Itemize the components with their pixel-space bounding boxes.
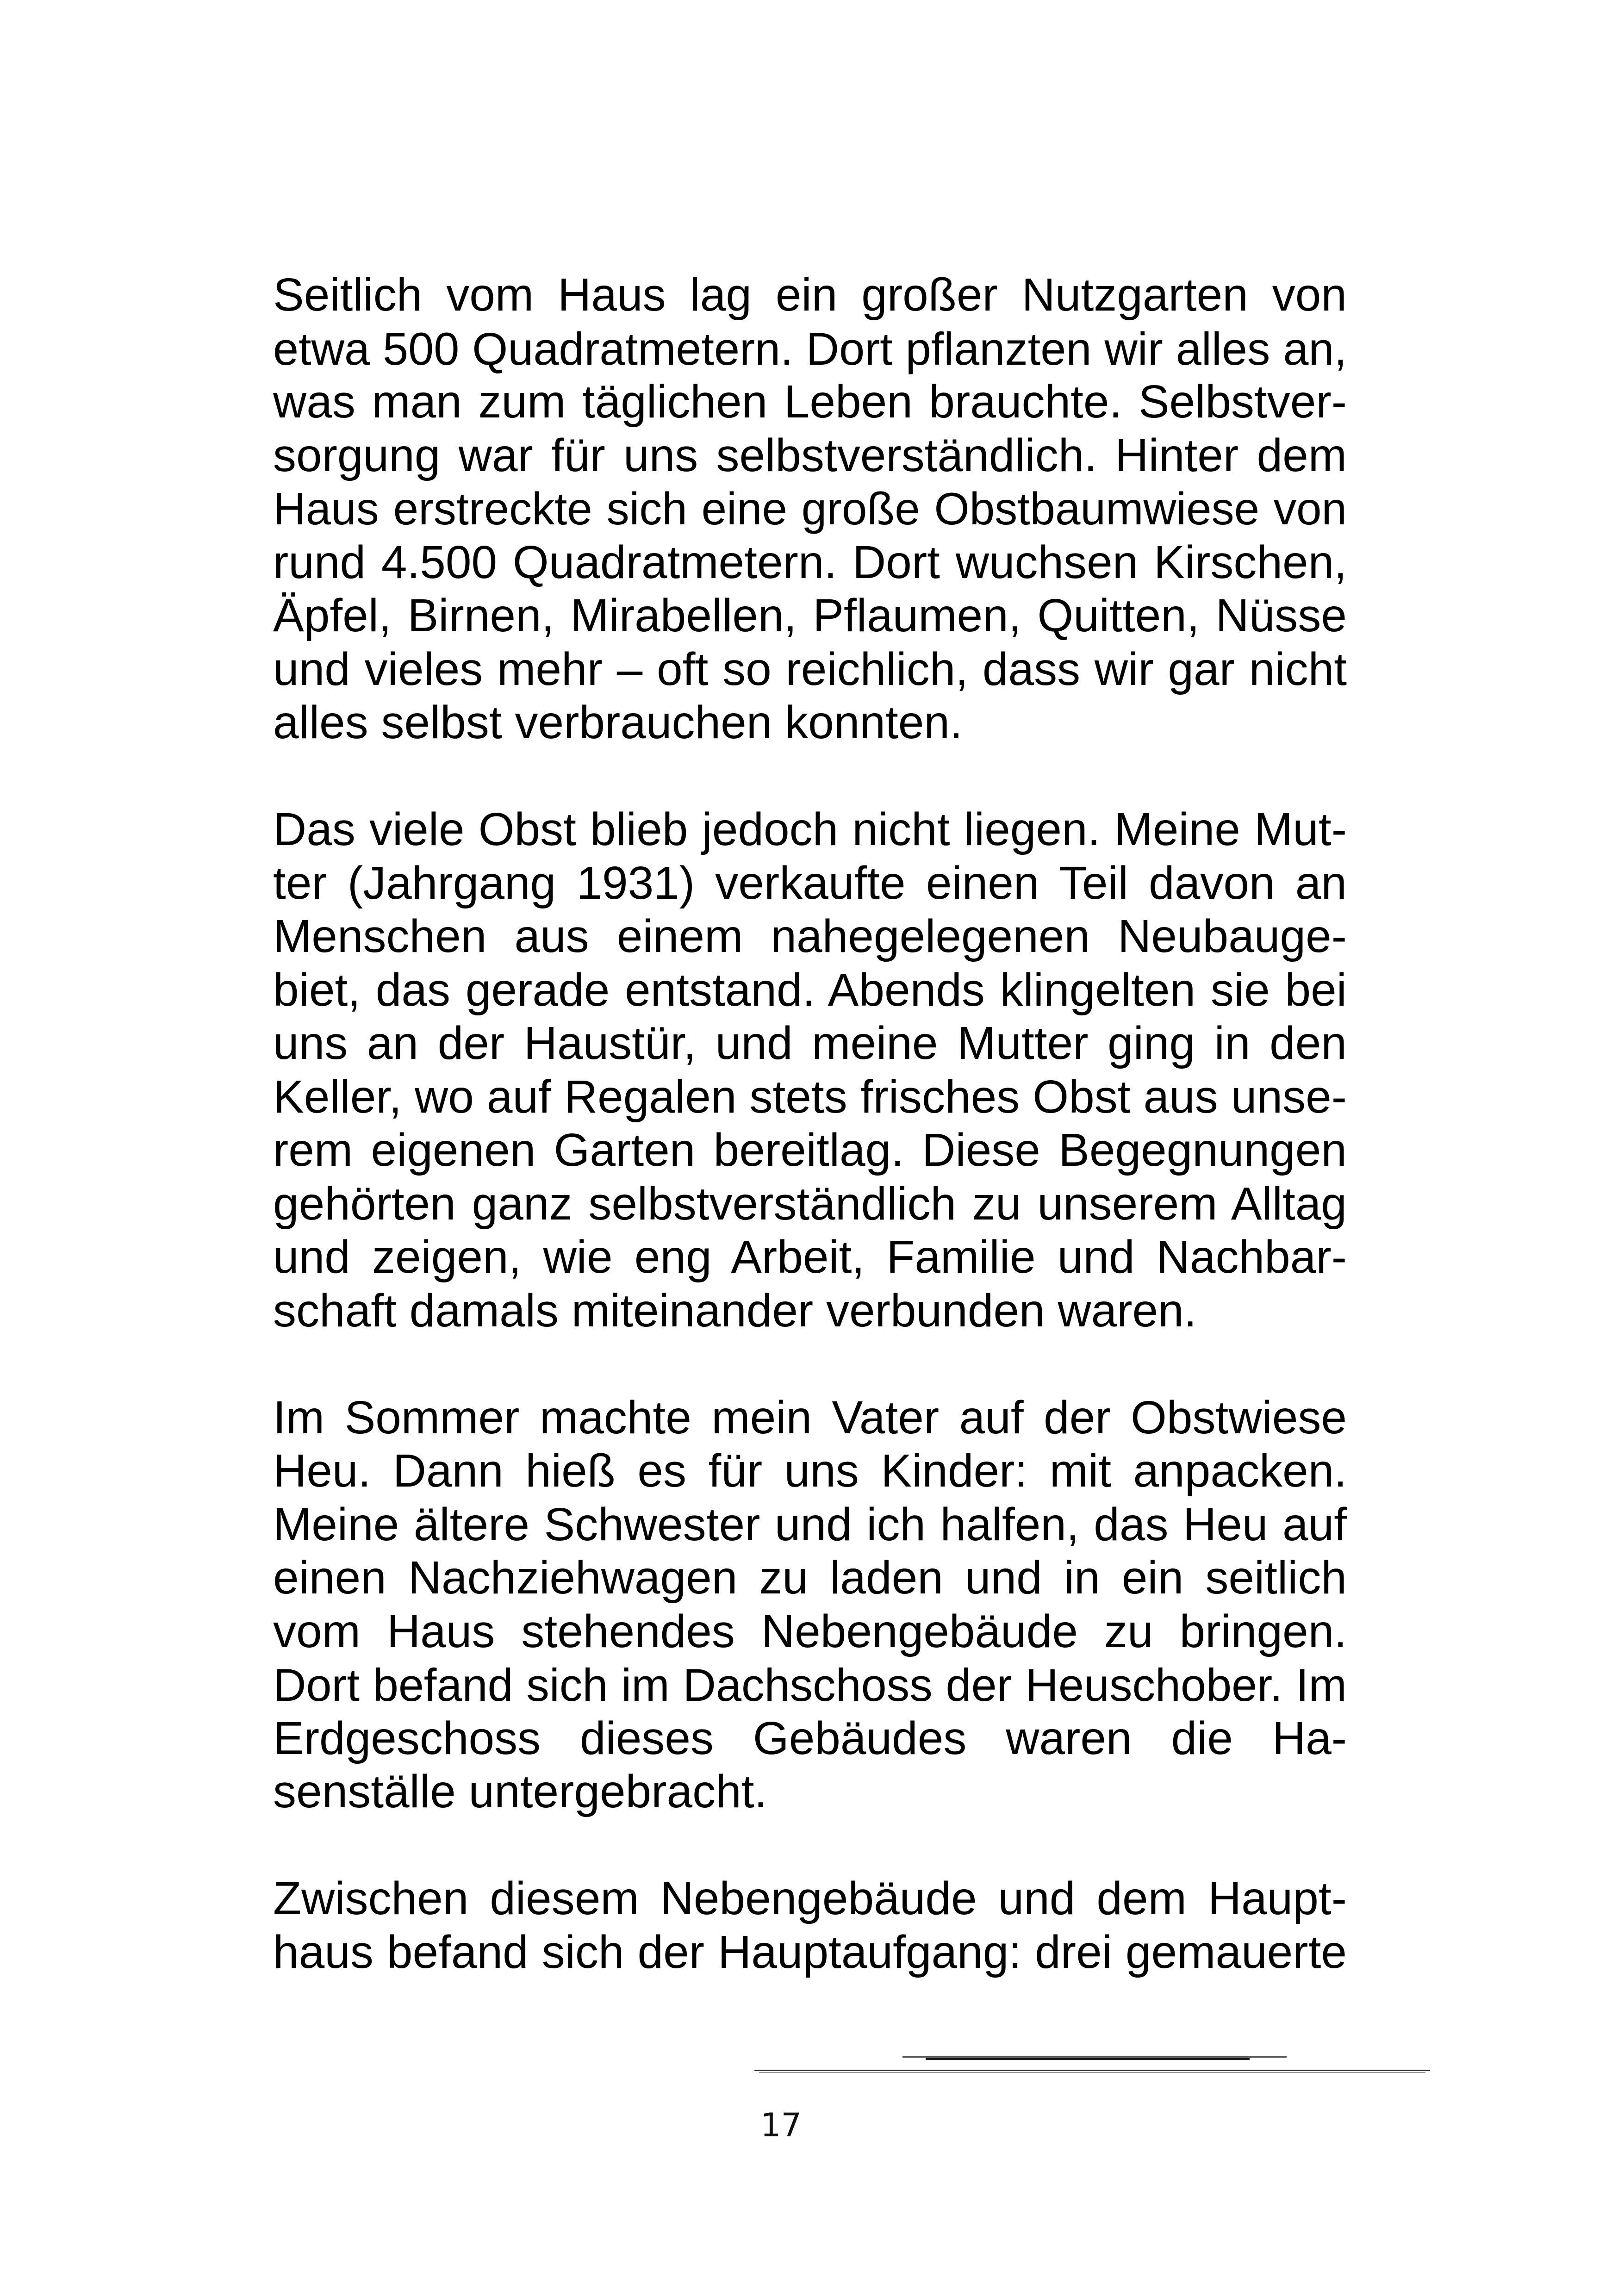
text-line: Menschen aus einem nahegelegenen Neubauge-	[273, 910, 1347, 962]
text-line: senställe untergebracht.	[273, 1766, 767, 1817]
text-line: ter (Jahrgang 1931) verkaufte einen Teil davon an	[273, 857, 1347, 909]
text-line: und zeigen, wie eng Arbeit, Familie und Nachbar-	[273, 1231, 1347, 1283]
footer-rule-long-faint	[759, 2072, 1425, 2073]
text-line: Erdgeschoss dieses Gebäudes waren die Ha-	[273, 1712, 1347, 1764]
text-line: etwa 500 Quadratmetern. Dort pflanzten wir alles an,	[273, 323, 1347, 374]
text-line: schaft damals miteinander verbunden waren.	[273, 1284, 1197, 1337]
text-line: Äpfel, Birnen, Mirabellen, Pflaumen, Quitten, Nüsse	[273, 590, 1347, 641]
footer-rule-short	[902, 2056, 1287, 2058]
text-line: Seitlich vom Haus lag ein großer Nutzgarten von	[273, 269, 1347, 321]
paragraph-3	[273, 1391, 1347, 1819]
text-line: Heu. Dann hieß es für uns Kinder: mit anpacken.	[273, 1445, 1347, 1497]
text-line: Zwischen diesem Nebengebäude und dem Haupt-	[273, 1873, 1347, 1924]
paragraph-spacer	[273, 750, 1347, 803]
text-line: und vieles mehr – oft so reichlich, dass wir gar nicht	[273, 643, 1347, 695]
text-line: rund 4.500 Quadratmetern. Dort wuchsen Kirschen,	[273, 536, 1347, 588]
text-line: sorgung war für uns selbstverständlich. Hinter dem	[273, 429, 1347, 481]
text-line: vom Haus stehendes Nebengebäude zu bringen.	[273, 1605, 1347, 1657]
paragraph-4	[273, 1872, 1347, 1979]
paragraph-1	[273, 268, 1347, 750]
text-line: gehörten ganz selbstverständlich zu unserem Alltag	[273, 1177, 1347, 1230]
text-line: Haus erstreckte sich eine große Obstbaumwiese von	[273, 483, 1347, 534]
text-line: biet, das gerade entstand. Abends klingelten sie bei	[273, 964, 1347, 1016]
text-line: Meine ältere Schwester und ich halfen, das Heu auf	[273, 1498, 1347, 1550]
text-line: uns an der Haustür, und meine Mutter ging in den	[273, 1017, 1347, 1069]
paragraph-spacer	[273, 1819, 1347, 1873]
text-line: einen Nachziehwagen zu laden und in ein seitlich	[273, 1552, 1347, 1604]
text-line: alles selbst verbrauchen konnten.	[273, 697, 963, 748]
text-line: Im Sommer machte mein Vater auf der Obstwiese	[273, 1391, 1347, 1444]
text-line: rem eigenen Garten bereitlag. Diese Begegnungen	[273, 1124, 1347, 1176]
text-line: Dort befand sich im Dachschoss der Heuschober. Im	[273, 1659, 1347, 1711]
page-number: 17	[760, 2106, 802, 2144]
text-line: haus befand sich der Hauptaufgang: drei gemauerte	[273, 1926, 1347, 1978]
footer-rule-long	[754, 2070, 1430, 2071]
text-line: Das viele Obst blieb jedoch nicht liegen. Meine Mut-	[273, 803, 1347, 855]
paragraph-spacer	[273, 1338, 1347, 1391]
text-line: was man zum täglichen Leben brauchte. Selbstver-	[273, 376, 1347, 428]
paragraph-2	[273, 803, 1347, 1338]
page-body	[273, 268, 1347, 1979]
text-line: Keller, wo auf Regalen stets frisches Obst aus unse-	[273, 1070, 1347, 1123]
footer-rule-dark	[926, 2058, 1250, 2060]
